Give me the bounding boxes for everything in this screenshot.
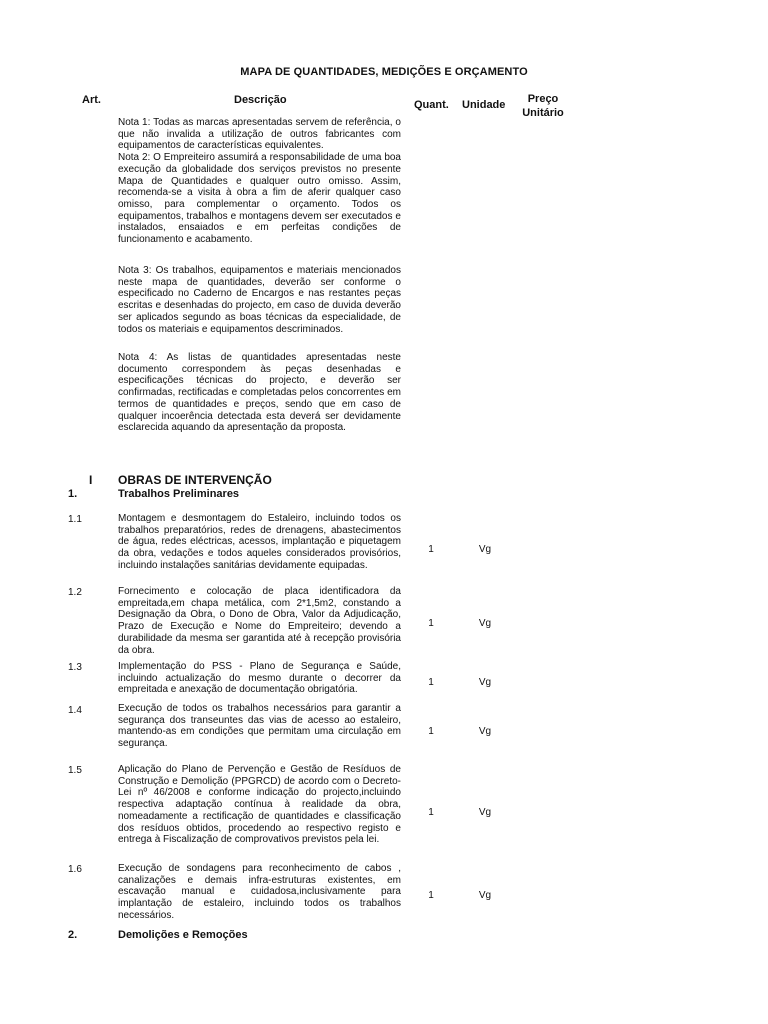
- header-preco-line1: Preço: [527, 93, 559, 105]
- header-art: Art.: [82, 94, 101, 106]
- header-unidade: Unidade: [462, 99, 506, 111]
- item-description: Execução de todos os trabalhos necessários para garantir a segurança dos transeuntes das vias de acesso ao estaleiro, mantendo-as em condições que permitam uma circulação em segurança.: [118, 703, 401, 750]
- subsection-2-title: Demolições e Remoções: [118, 929, 248, 941]
- item-number: 1.3: [68, 662, 82, 673]
- item-quantity: 1: [428, 890, 434, 901]
- document-title: MAPA DE QUANTIDADES, MEDIÇÕES E ORÇAMENTO: [240, 66, 528, 78]
- item-description: Execução de sondagens para reconhecimento de cabos , canalizações e demais infra-estruturas existentes, em escavação manual e cuidadosa,inclusivamente para implantação de estaleiro, incluindo todos os trabalhos necessários.: [118, 863, 401, 921]
- subsection-1-title: Trabalhos Preliminares: [118, 488, 240, 500]
- item-unit: Vg: [478, 677, 492, 688]
- item-unit: Vg: [478, 726, 492, 737]
- item-number: 1.1: [68, 514, 82, 525]
- note-2: Nota 2: O Empreiteiro assumirá a responsabilidade de uma boa execução da globalidade dos serviços previstos no presente Mapa de Quantidades e qualquer outro omisso. Assim, recomenda-se a visita à obra a fim de aferir qualquer caso omisso, para complementar o orçamento. Todos os equipamentos, trabalhos e montagens devem ser executados e instalados, ensaiados e em perfeitas condições de funcionamento e acabamento.: [118, 152, 401, 246]
- header-preco-unitario: [514, 92, 572, 120]
- item-description: Implementação do PSS - Plano de Segurança e Saúde, incluindo actualização do mesmo durante o decorrer da empreitada e anexação de documentação obrigatória.: [118, 661, 401, 696]
- item-quantity: 1: [428, 618, 434, 629]
- item-number: 1.4: [68, 705, 82, 716]
- subsection-1-number: 1.: [68, 488, 78, 500]
- section-title: OBRAS DE INTERVENÇÃO: [118, 473, 272, 487]
- subsection-2-number: 2.: [68, 929, 78, 941]
- item-quantity: 1: [428, 677, 434, 688]
- item-description: Fornecimento e colocação de placa identificadora da empreitada,em chapa metálica, com 2*1,5m2, constando a Designação da Obra, o Dono de Obra, Valor da Adjudicação, Prazo de Execução e Nome do Empreiteiro; devendo a durabilidade da mesma ser garantida até à recepção provisória da obra.: [118, 586, 401, 656]
- item-unit: Vg: [478, 890, 492, 901]
- section-number: I: [89, 473, 93, 487]
- notes-block-1: [118, 117, 401, 246]
- item-description: Aplicação do Plano de Pervenção e Gestão de Resíduos de Construção e Demolição (PPGRCD) de acordo com o Decreto-Lei nº 46/2008 e conforme indicação do projecto,incluindo respectiva adaptação contínua à realidade da obra, nomeadamente a rectificação de quantidades e classificação dos resíduos obtidos, procedendo ao respectivo registo e entrega à Fiscalização de comprovativos previstos pela lei.: [118, 764, 401, 846]
- item-quantity: 1: [428, 807, 434, 818]
- item-unit: Vg: [478, 544, 492, 555]
- header-preco-line2: Unitário: [522, 107, 564, 119]
- note-3: Nota 3: Os trabalhos, equipamentos e materiais mencionados neste mapa de quantidades, deverão ser conforme o especificado no Caderno de Encargos e nas restantes peças escritas e desenhadas do projecto, em caso de duvida deverão ser aplicados segundo as boas técnicas da especialidade, de todos os materiais e equipamentos descriminados.: [118, 265, 401, 335]
- item-unit: Vg: [478, 618, 492, 629]
- item-unit: Vg: [478, 807, 492, 818]
- note-1: Nota 1: Todas as marcas apresentadas servem de referência, o que não invalida a utilização de outros fabricantes com equipamentos de características equivalentes.: [118, 117, 401, 152]
- header-quant: Quant.: [414, 99, 449, 111]
- item-description: Montagem e desmontagem do Estaleiro, incluindo todos os trabalhos preparatórios, redes de drenagens, abastecimentos de água, redes eléctricas, acessos, implantação e piquetagem da obra, vedações e todos aqueles considerados provisórios, incluindo instalações sanitárias devidamente equipadas.: [118, 513, 401, 571]
- item-number: 1.2: [68, 587, 82, 598]
- item-quantity: 1: [428, 544, 434, 555]
- item-number: 1.5: [68, 765, 82, 776]
- header-descricao: Descrição: [234, 94, 287, 106]
- item-quantity: 1: [428, 726, 434, 737]
- note-4: Nota 4: As listas de quantidades apresentadas neste documento correspondem às peças desenhadas e especificações técnicas do projecto, e deverão ser confirmadas, rectificadas e completadas pelos concorrentes em termos de quantidades e preços, sendo que em caso de qualquer incoerência detectada esta deverá ser devidamente esclarecida aquando da apresentação da proposta.: [118, 352, 401, 434]
- item-number: 1.6: [68, 864, 82, 875]
